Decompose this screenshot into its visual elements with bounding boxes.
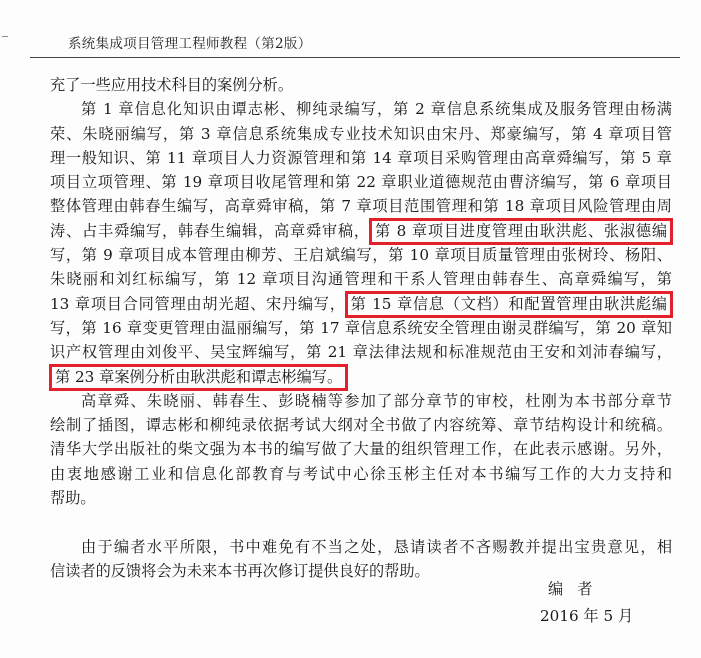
text-line (50, 292, 672, 316)
text-line (50, 340, 672, 364)
line-text: 清华大学出版社的柴文强为本书的编写做了大量的组织管理工作，在此表示感谢。另外， (50, 440, 672, 459)
blank-line (50, 510, 672, 534)
line-text: 写，第 9 章项目成本管理由柳芳、王启斌编写，第 10 章项目质量管理由张树玲、杨阳、 (50, 246, 672, 265)
text-line (50, 170, 672, 194)
text-line (50, 243, 672, 267)
text-line (50, 413, 672, 437)
line-text: 识产权管理由刘俊平、吴宝辉编写，第 21 章法律法规和标准规范由王安和刘沛春编写， (50, 343, 672, 362)
line-text: 13 章项目合同管理由胡光超、宋丹编写， (50, 294, 346, 313)
corner-mark (2, 36, 8, 41)
text-line (50, 316, 672, 340)
signature: 编者 (548, 580, 607, 598)
highlight-box-chapter-8: 第 8 章项目进度管理由耿洪彪、张淑德编 (369, 218, 673, 245)
text-line (50, 462, 672, 486)
highlight-box-chapter-23: 第 23 章案例分析由耿洪彪和谭志彬编写。 (49, 364, 348, 391)
line-text: 写，第 16 章变更管理由温丽编写，第 17 章信息系统安全管理由谢灵群编写，第 20 章知 (50, 318, 672, 337)
line-text: 由衷地感谢工业和信息化部教育与考试中心徐玉彬主任对本书编写工作的大力支持和 (50, 464, 672, 483)
line-text: 高章舜、朱晓丽、韩春生、彭晓楠等参加了部分章节的审校，杜刚为本书部分章节 (81, 391, 672, 410)
highlight-box-chapter-15: 第 15 章信息（文档）和配置管理由耿洪彪编 (345, 291, 673, 318)
line-text: 充了一些应用技术科目的案例分析。 (50, 76, 293, 94)
text-line (50, 194, 672, 218)
text-line (50, 486, 672, 510)
date: 2016 年 5 月 (540, 607, 634, 625)
text-line (50, 146, 672, 170)
text-line (50, 365, 672, 389)
line-text: 帮助。 (50, 489, 96, 508)
line-text: 整体管理由韩春生编写，高章舜审稿，第 7 章项目范围管理和第 18 章项目风险管理由周 (50, 197, 672, 216)
text-line (50, 219, 672, 243)
text-line (50, 122, 672, 146)
text-line (50, 437, 672, 461)
line-text: 朱晓丽和刘红标编写，第 12 章项目沟通管理和干系人管理由韩春生、高章舜编写，第 (50, 270, 672, 289)
line-text: 项目立项管理、第 19 章项目收尾管理和第 22 章职业道德规范由曹济编写，第 6 章项目 (50, 173, 672, 192)
text-line (50, 535, 672, 559)
text-line (50, 97, 672, 121)
running-header: 系统集成项目管理工程师教程（第2版） (68, 36, 312, 52)
text-line (50, 389, 672, 413)
line-text: 信读者的反馈将会为未来本书再次修订提供良好的帮助。 (50, 561, 430, 580)
line-text: 绘制了插图，谭志彬和柳纯录依据考试大纲对全书做了内容统筹、章节结构设计和统稿。 (50, 416, 672, 435)
line-text: 荣、朱晓丽编写，第 3 章信息系统集成专业技术知识由宋丹、郑豪编写，第 4 章项目管 (50, 124, 672, 143)
header-rule (30, 57, 680, 58)
line-text: 第 1 章信息化知识由谭志彬、柳纯录编写，第 2 章信息系统集成及服务管理由杨满 (81, 100, 672, 119)
text-line (50, 267, 672, 291)
text-line (50, 73, 672, 97)
line-text: 理一般知识、第 11 章项目人力资源管理和第 14 章项目采购管理由高章舜编写，第 5 章 (50, 148, 672, 167)
line-text: 由于编者水平所限，书中难免有不当之处，恳请读者不吝赐教并提出宝贵意见，相 (81, 537, 672, 556)
body-text (50, 73, 672, 583)
line-text: 涛、占丰舜编写，韩春生编辑，高章舜审稿， (50, 221, 370, 240)
